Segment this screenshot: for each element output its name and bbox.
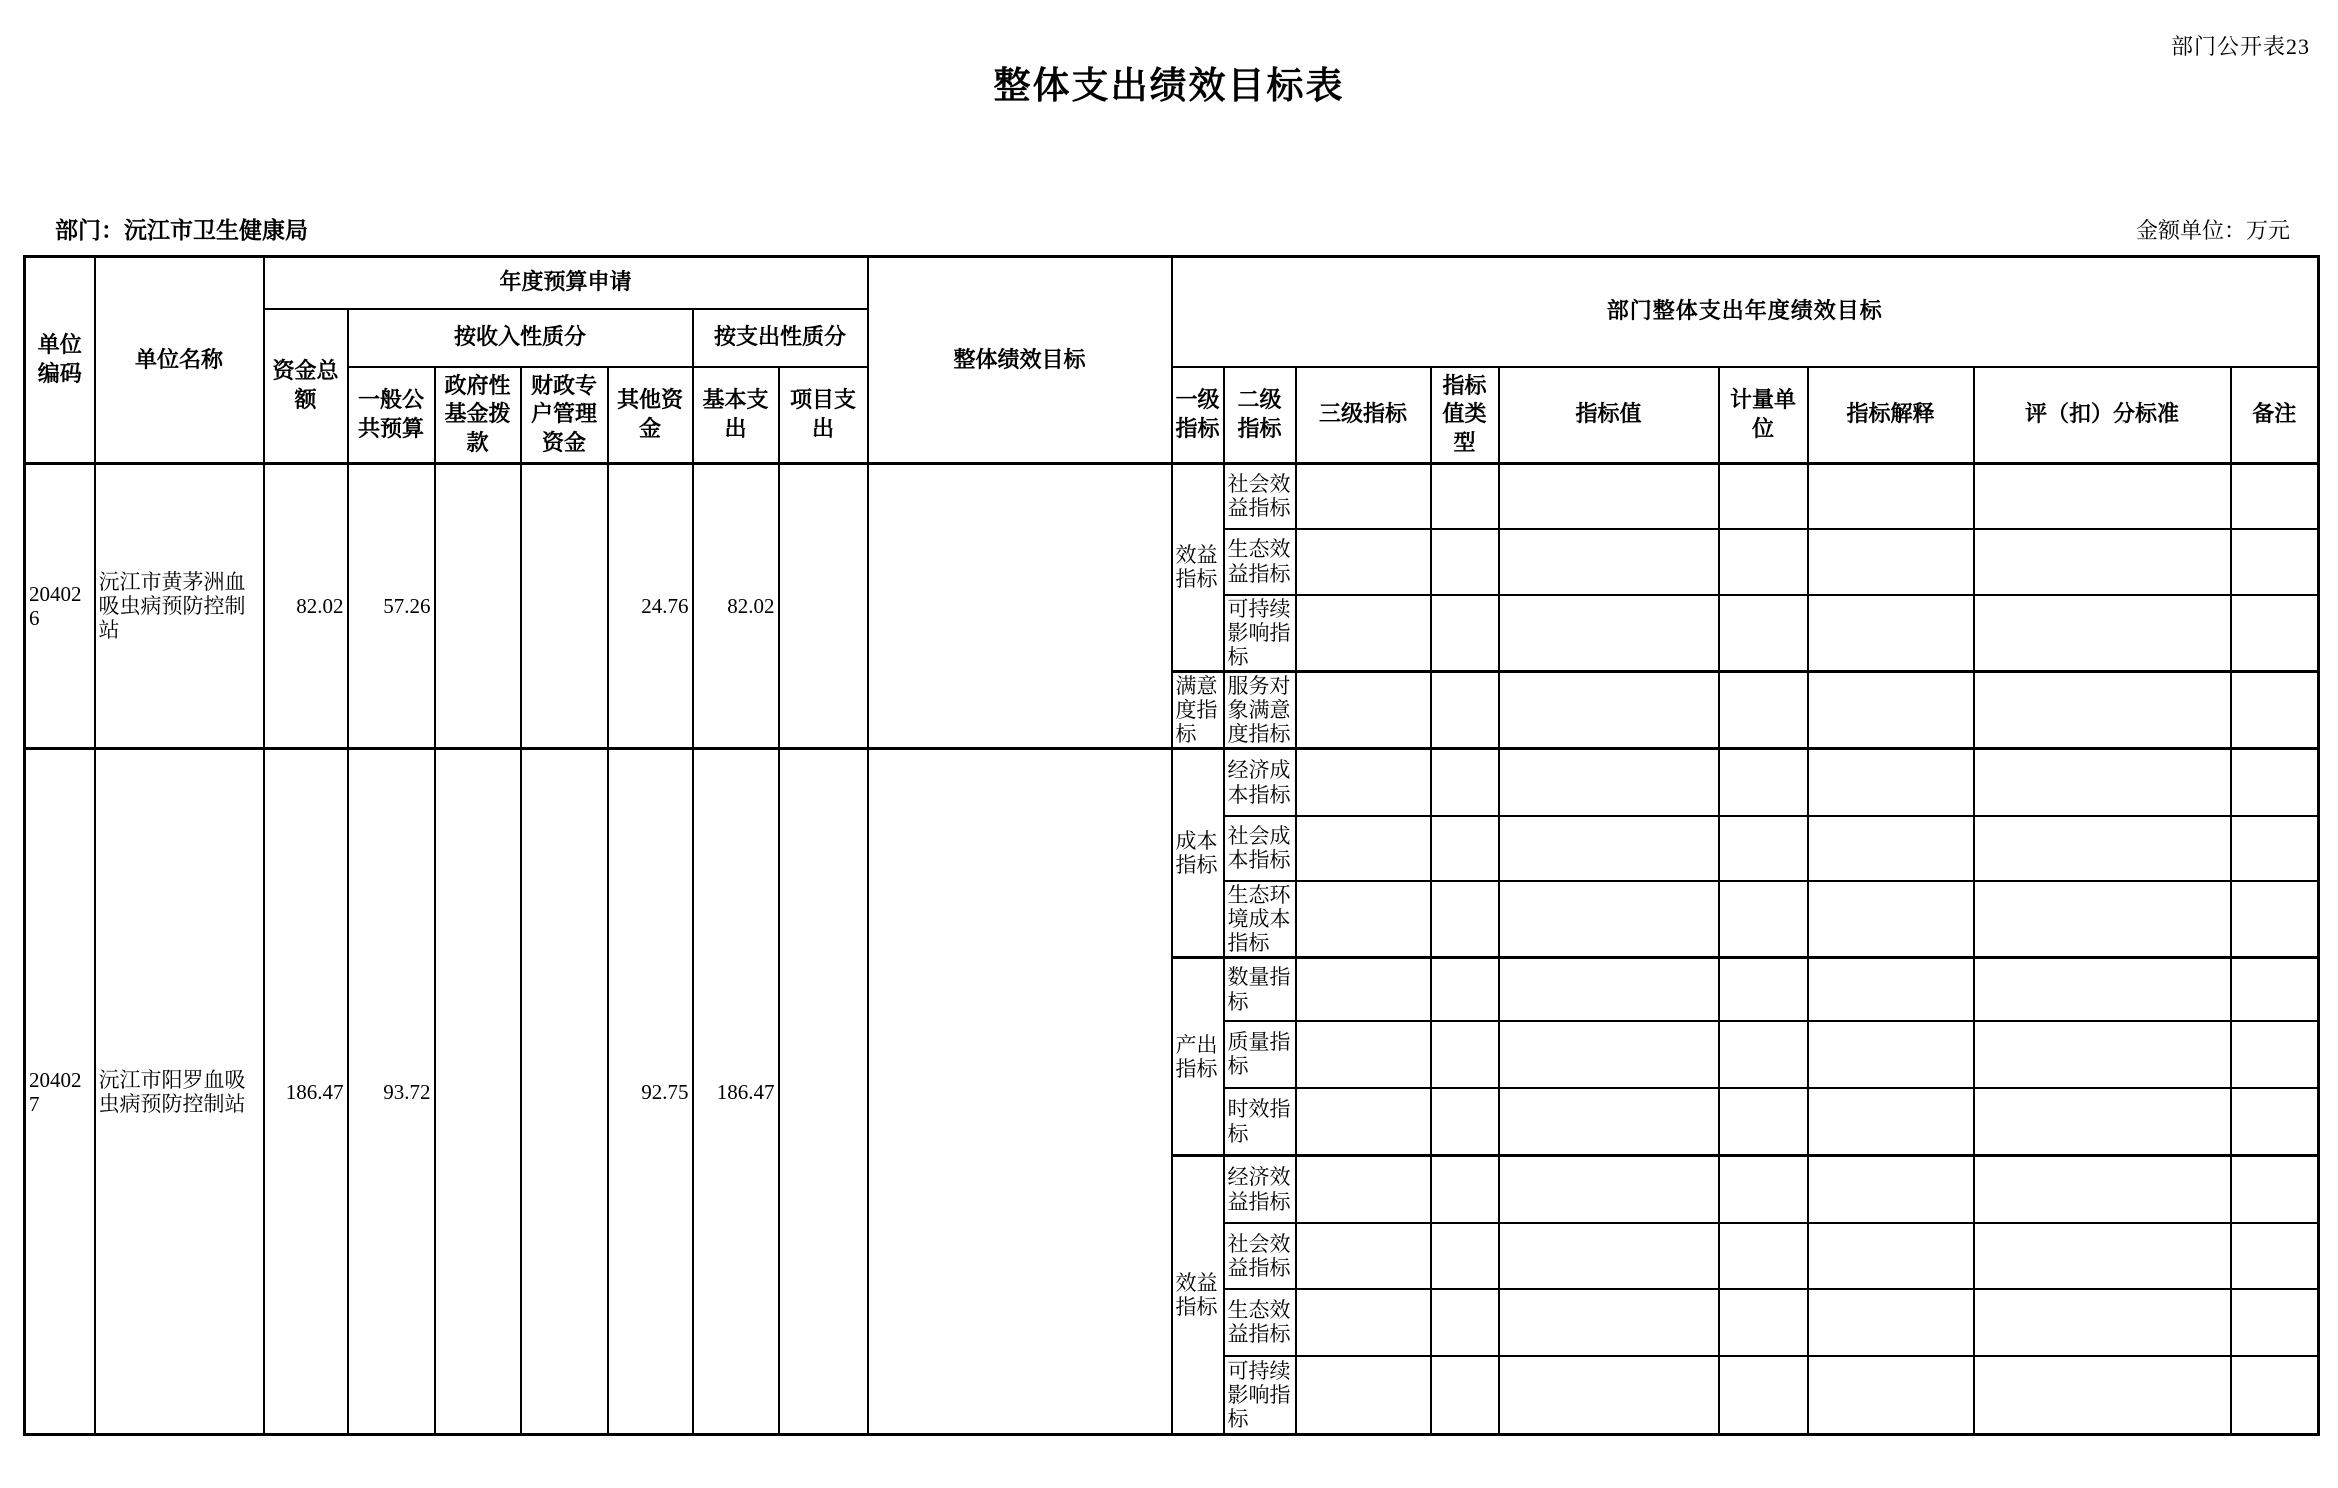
col-header-value-type: 指标值类型 <box>1431 367 1499 464</box>
level2-indicator-cell: 质量指标 <box>1224 1021 1296 1088</box>
performance-target-table <box>23 255 2320 1436</box>
empty-cell <box>1808 749 1974 816</box>
empty-cell <box>1499 958 1719 1021</box>
level2-indicator-cell: 社会成本指标 <box>1224 816 1296 881</box>
empty-cell <box>1431 1088 1499 1156</box>
col-header-general-public-budget: 一般公共预算 <box>348 367 435 464</box>
empty-cell <box>1296 529 1431 595</box>
empty-cell <box>1296 881 1431 958</box>
gov-fund-cell <box>435 464 521 749</box>
empty-cell <box>1431 1021 1499 1088</box>
total-funds-cell: 186.47 <box>264 749 348 1435</box>
level1-indicator-cell: 效益指标 <box>1172 464 1224 672</box>
empty-cell <box>2231 1088 2319 1156</box>
empty-cell <box>2231 464 2319 529</box>
empty-cell <box>1431 749 1499 816</box>
empty-cell <box>1719 1223 1808 1289</box>
empty-cell <box>1974 1289 2231 1356</box>
level2-indicator-cell: 生态效益指标 <box>1224 1289 1296 1356</box>
empty-cell <box>1296 1289 1431 1356</box>
empty-cell <box>1431 958 1499 1021</box>
empty-cell <box>1296 958 1431 1021</box>
fiscal-account-cell <box>521 749 608 1435</box>
empty-cell <box>1499 1289 1719 1356</box>
col-header-measure-unit: 计量单位 <box>1719 367 1808 464</box>
empty-cell <box>1296 1356 1431 1435</box>
basic-expenditure-cell: 186.47 <box>693 749 779 1435</box>
empty-cell <box>1808 1289 1974 1356</box>
col-header-other-funds: 其他资金 <box>608 367 693 464</box>
overall-target-cell <box>868 749 1172 1435</box>
empty-cell <box>1296 1223 1431 1289</box>
empty-cell <box>1431 881 1499 958</box>
other-funds-cell: 24.76 <box>608 464 693 749</box>
empty-cell <box>1719 671 1808 748</box>
empty-cell <box>1296 1156 1431 1223</box>
empty-cell <box>1431 1356 1499 1435</box>
page-title: 整体支出绩效目标表 <box>993 66 1345 107</box>
empty-cell <box>1499 595 1719 672</box>
empty-cell <box>1719 749 1808 816</box>
col-header-unit-name: 单位名称 <box>95 257 264 464</box>
level2-indicator-cell: 数量指标 <box>1224 958 1296 1021</box>
empty-cell <box>1719 464 1808 529</box>
empty-cell <box>2231 1156 2319 1223</box>
empty-cell <box>1296 595 1431 672</box>
empty-cell <box>1719 816 1808 881</box>
empty-cell <box>1499 1021 1719 1088</box>
empty-cell <box>1974 1021 2231 1088</box>
col-header-unit-code: 单位编码 <box>25 257 95 464</box>
empty-cell <box>2231 595 2319 672</box>
total-funds-cell: 82.02 <box>264 464 348 749</box>
level1-indicator-cell: 成本指标 <box>1172 749 1224 958</box>
empty-cell <box>1719 1088 1808 1156</box>
col-header-level3: 三级指标 <box>1296 367 1431 464</box>
empty-cell <box>1499 464 1719 529</box>
level2-indicator-cell: 服务对象满意度指标 <box>1224 671 1296 748</box>
empty-cell <box>1974 529 2231 595</box>
empty-cell <box>1974 1156 2231 1223</box>
empty-cell <box>1719 881 1808 958</box>
empty-cell <box>1808 595 1974 672</box>
empty-cell <box>1296 1088 1431 1156</box>
empty-cell <box>1808 1088 1974 1156</box>
project-expenditure-cell <box>779 749 868 1435</box>
corner-form-number: 部门公开表23 <box>2170 34 2310 59</box>
empty-cell <box>1974 881 2231 958</box>
empty-cell <box>2231 1289 2319 1356</box>
empty-cell <box>1808 1021 1974 1088</box>
empty-cell <box>1974 595 2231 672</box>
department-label: 部门：沅江市卫生健康局 <box>55 218 308 243</box>
empty-cell <box>1808 464 1974 529</box>
empty-cell <box>1974 749 2231 816</box>
empty-cell <box>1719 1289 1808 1356</box>
unit-name-cell: 沅江市阳罗血吸虫病预防控制站 <box>95 749 264 1435</box>
empty-cell <box>1719 1156 1808 1223</box>
empty-cell <box>1719 1021 1808 1088</box>
empty-cell <box>2231 958 2319 1021</box>
empty-cell <box>1296 1021 1431 1088</box>
col-header-value: 指标值 <box>1499 367 1719 464</box>
empty-cell <box>2231 881 2319 958</box>
empty-cell <box>1974 464 2231 529</box>
empty-cell <box>1499 671 1719 748</box>
empty-cell <box>2231 671 2319 748</box>
empty-cell <box>1808 881 1974 958</box>
empty-cell <box>1431 464 1499 529</box>
empty-cell <box>1499 1088 1719 1156</box>
empty-cell <box>1296 464 1431 529</box>
empty-cell <box>1974 671 2231 748</box>
col-header-explanation: 指标解释 <box>1808 367 1974 464</box>
col-header-basic-expenditure: 基本支出 <box>693 367 779 464</box>
empty-cell <box>1431 671 1499 748</box>
empty-cell <box>1499 1156 1719 1223</box>
empty-cell <box>1974 1356 2231 1435</box>
empty-cell <box>1499 529 1719 595</box>
empty-cell <box>1808 1356 1974 1435</box>
empty-cell <box>1296 816 1431 881</box>
col-header-scoring: 评（扣）分标准 <box>1974 367 2231 464</box>
unit-code-cell: 204027 <box>25 749 95 1435</box>
basic-expenditure-cell: 82.02 <box>693 464 779 749</box>
empty-cell <box>2231 816 2319 881</box>
empty-cell <box>2231 1356 2319 1435</box>
empty-cell <box>1296 671 1431 748</box>
gov-fund-cell <box>435 749 521 1435</box>
empty-cell <box>1296 749 1431 816</box>
empty-cell <box>2231 749 2319 816</box>
overall-target-cell <box>868 464 1172 749</box>
empty-cell <box>1808 816 1974 881</box>
level2-indicator-cell: 时效指标 <box>1224 1088 1296 1156</box>
col-header-level1: 一级指标 <box>1172 367 1224 464</box>
empty-cell <box>1719 1356 1808 1435</box>
level2-indicator-cell: 经济效益指标 <box>1224 1156 1296 1223</box>
level2-indicator-cell: 可持续影响指标 <box>1224 595 1296 672</box>
col-header-fiscal-account: 财政专户管理资金 <box>521 367 608 464</box>
empty-cell <box>1499 816 1719 881</box>
empty-cell <box>1719 529 1808 595</box>
empty-cell <box>1431 816 1499 881</box>
empty-cell <box>1974 1223 2231 1289</box>
empty-cell <box>1431 529 1499 595</box>
empty-cell <box>1431 595 1499 672</box>
empty-cell <box>1431 1289 1499 1356</box>
col-header-gov-fund: 政府性基金拨款 <box>435 367 521 464</box>
col-header-by-expenditure: 按支出性质分 <box>693 309 868 367</box>
general-public-budget-cell: 93.72 <box>348 749 435 1435</box>
empty-cell <box>1808 1223 1974 1289</box>
general-public-budget-cell: 57.26 <box>348 464 435 749</box>
empty-cell <box>1499 881 1719 958</box>
col-header-by-income: 按收入性质分 <box>348 309 693 367</box>
empty-cell <box>1719 958 1808 1021</box>
col-header-total-funds: 资金总额 <box>264 309 348 464</box>
empty-cell <box>2231 1223 2319 1289</box>
empty-cell <box>2231 529 2319 595</box>
level1-indicator-cell: 效益指标 <box>1172 1156 1224 1435</box>
empty-cell <box>1974 1088 2231 1156</box>
level2-indicator-cell: 生态环境成本指标 <box>1224 881 1296 958</box>
empty-cell <box>1719 595 1808 672</box>
empty-cell <box>1808 671 1974 748</box>
empty-cell <box>2231 1021 2319 1088</box>
empty-cell <box>1499 749 1719 816</box>
level1-indicator-cell: 产出指标 <box>1172 958 1224 1156</box>
empty-cell <box>1808 958 1974 1021</box>
col-header-dept-annual-target: 部门整体支出年度绩效目标 <box>1172 257 2319 367</box>
level2-indicator-cell: 经济成本指标 <box>1224 749 1296 816</box>
level2-indicator-cell: 社会效益指标 <box>1224 464 1296 529</box>
project-expenditure-cell <box>779 464 868 749</box>
empty-cell <box>1431 1223 1499 1289</box>
col-header-level2: 二级指标 <box>1224 367 1296 464</box>
level1-indicator-cell: 满意度指标 <box>1172 671 1224 748</box>
empty-cell <box>1499 1223 1719 1289</box>
unit-name-cell: 沅江市黄茅洲血吸虫病预防控制站 <box>95 464 264 749</box>
col-header-annual-budget: 年度预算申请 <box>264 257 868 309</box>
other-funds-cell: 92.75 <box>608 749 693 1435</box>
empty-cell <box>1974 816 2231 881</box>
empty-cell <box>1808 1156 1974 1223</box>
col-header-project-expenditure: 项目支出 <box>779 367 868 464</box>
amount-unit-label: 金额单位：万元 <box>2135 218 2290 243</box>
col-header-remark: 备注 <box>2231 367 2319 464</box>
level2-indicator-cell: 社会效益指标 <box>1224 1223 1296 1289</box>
col-header-overall-target: 整体绩效目标 <box>868 257 1172 464</box>
level2-indicator-cell: 生态效益指标 <box>1224 529 1296 595</box>
empty-cell <box>1974 958 2231 1021</box>
level2-indicator-cell: 可持续影响指标 <box>1224 1356 1296 1435</box>
empty-cell <box>1499 1356 1719 1435</box>
empty-cell <box>1808 529 1974 595</box>
empty-cell <box>1431 1156 1499 1223</box>
fiscal-account-cell <box>521 464 608 749</box>
unit-code-cell: 204026 <box>25 464 95 749</box>
